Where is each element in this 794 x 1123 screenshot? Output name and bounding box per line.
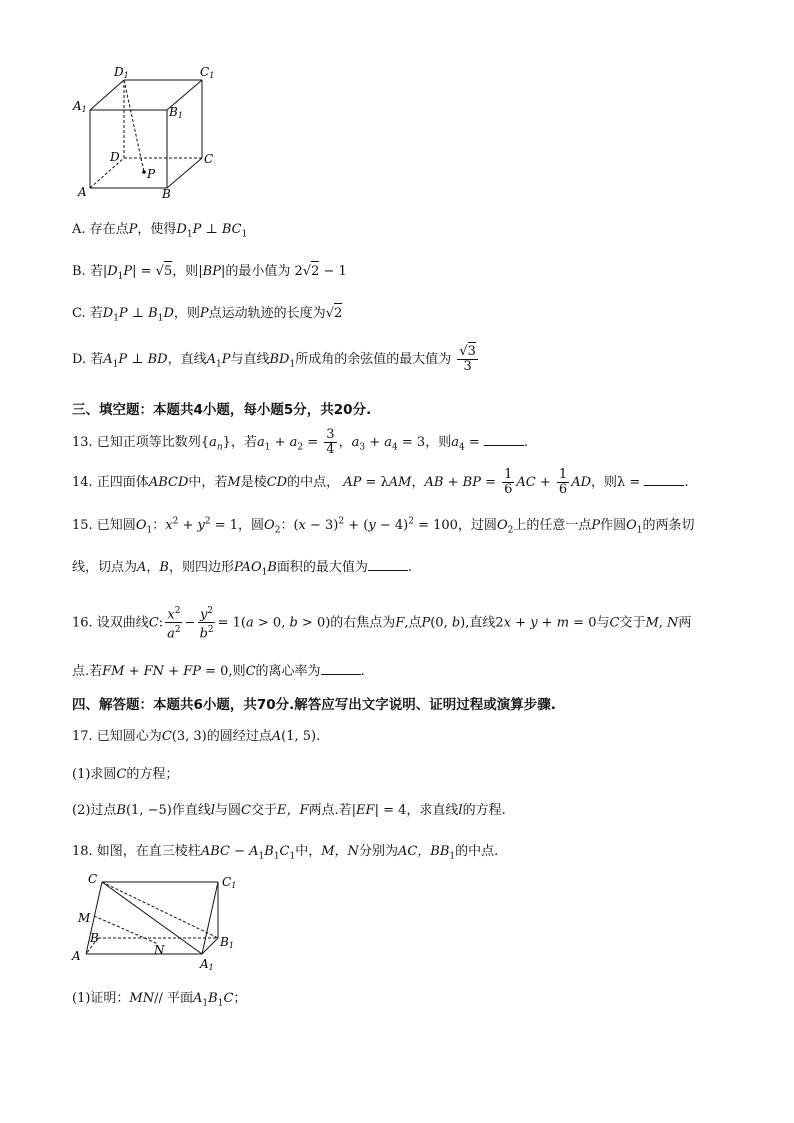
label-n: N [154, 943, 165, 957]
answer-blank-13[interactable] [484, 433, 524, 446]
option-a: A. 存在点P，使得$D_1P$ ⊥ $BC_1$ [72, 222, 248, 240]
label-b1: B1 [220, 935, 234, 950]
label-a1: A1 [200, 957, 214, 972]
prism-figure [70, 866, 250, 972]
option-c: C. 若$D_1P$ ⊥ $B_1D$，则P点运动轨迹的长度为√2 [72, 306, 343, 324]
question-15-line-1: 15. 已知圆$O_1$：$x^2 + y^2 = 1$，圆$O_2$：$(x - 3)^2 + (y - 4)^2 = 100$，过圆$O_2$上的任意一点P作圆$O_1$的两条切 [72, 516, 695, 536]
question-15-line-2: 线，切点为A，B，则四边形$PAO_1B$面积的最大值为 . [72, 560, 413, 578]
label-a: A [72, 949, 81, 963]
label-a: A [78, 185, 87, 199]
option-b: B. 若$|D_1P| = √5$，则|BP|的最小值为 2√2 − 1 [72, 264, 347, 282]
question-16-line-2: 点.若FM + FN + FP = 0,则C的离心率为 . [72, 664, 365, 679]
question-18: 18. 如图，在直三棱柱ABC − $A_1B_1C_1$中，M，N分别为AC，$BB_1$的中点. [72, 844, 499, 862]
label-c: C [88, 872, 98, 886]
question-18-part-1: (1)证明：MN// 平面$A_1B_1C$； [72, 991, 247, 1009]
label-d: D [110, 150, 120, 164]
label-m: M [78, 911, 91, 925]
question-14: 14. 正四面体ABCD中，若M是棱CD的中点， AP = λAM，AB + BP = $\frac{1}{6}$ AC + $\frac{1}{6}$ AD，则λ = . [72, 467, 689, 497]
answer-blank-14[interactable] [644, 473, 684, 486]
question-17-part-2: (2)过点B(1, −5)作直线l与圆C交于E，F两点.若|EF| = 4，求直线l的方程. [72, 803, 506, 818]
question-17: 17. 已知圆心为C(3, 3)的圆经过点A(1, 5). [72, 729, 321, 744]
question-17-part-1: (1)求圆C的方程； [72, 767, 179, 782]
label-c1: C1 [200, 65, 215, 80]
label-c: C [204, 152, 214, 166]
answer-blank-16[interactable] [321, 662, 361, 675]
question-16-line-1: 16. 设双曲线C: $\frac{x^2}{a^2}$ − $\frac{y^2}{b^2}$ = 1(a > 0, b > 0)的右焦点为F,点P(0, b),直线2x + y + m = 0与C交于M, N两 [72, 606, 692, 642]
label-d1: D1 [114, 65, 129, 80]
section-4-heading: 四、解答题：本题共6小题，共70分.解答应写出文字说明、证明过程或演算步骤. [72, 697, 556, 713]
question-13: 13. 已知正项等比数列$\{a_n\}$，若$a_1 + a_2$ = $\frac{3}{4}$ ，$a_3 + a_4 = 3$，则$a_4$ = . [72, 427, 529, 457]
label-a1: A1 [73, 99, 87, 114]
answer-blank-15[interactable] [368, 558, 408, 571]
cube-figure [72, 60, 232, 200]
point-p [142, 170, 146, 174]
section-3-heading: 三、填空题：本题共4小题，每小题5分，共20分. [72, 402, 372, 418]
label-b: B [162, 187, 171, 200]
option-d: D. 若$A_1P$ ⊥ BD，直线$A_1P$与直线$BD_1$所成角的余弦值的最大值为 $\frac{√3}{3}$ [72, 344, 476, 374]
label-b: B [90, 931, 99, 945]
label-b1: B1 [169, 105, 183, 120]
label-c1: C1 [222, 875, 237, 890]
label-p: P [147, 167, 156, 181]
